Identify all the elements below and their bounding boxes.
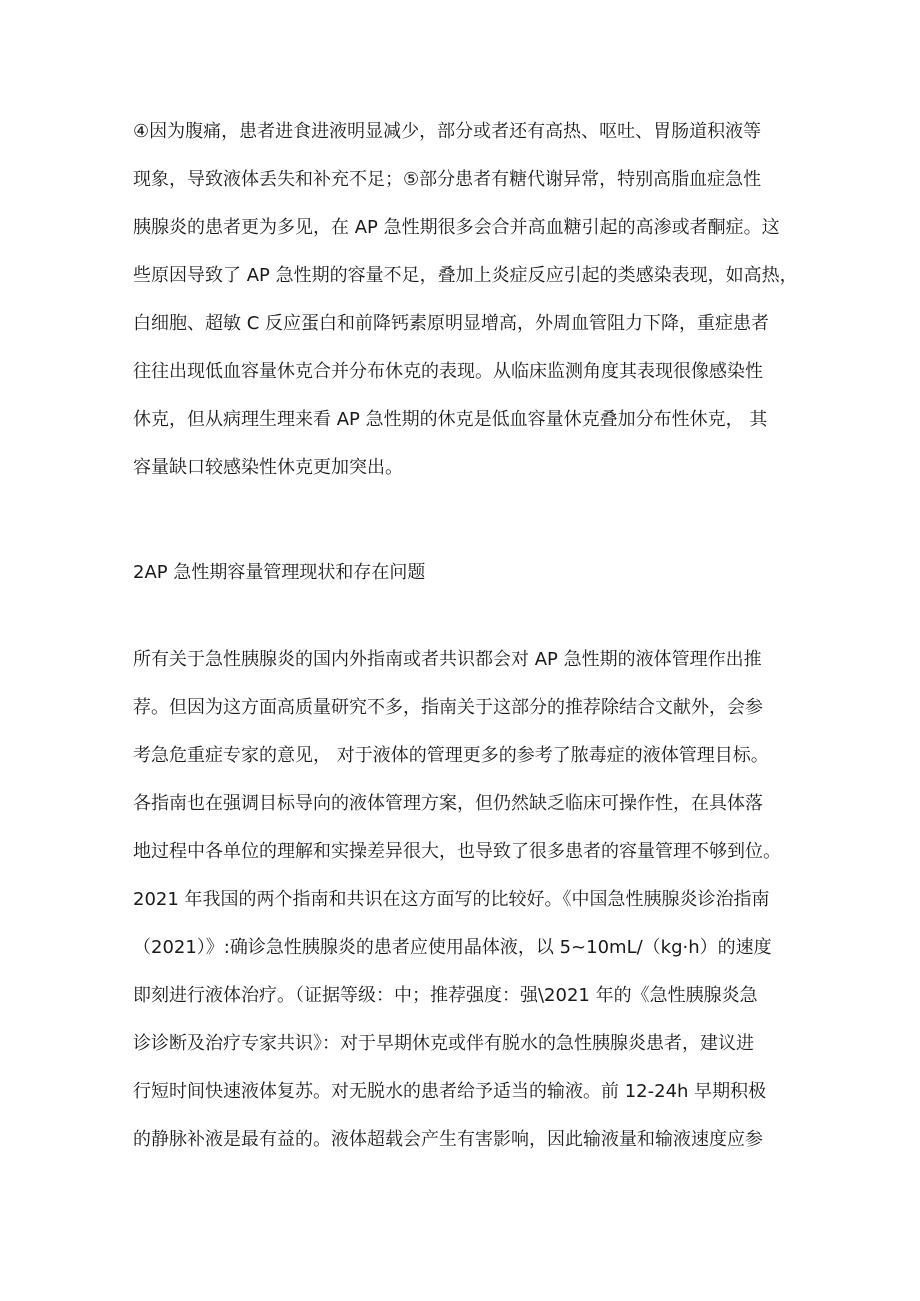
paragraph2-line: 即刻进行液体治疗。（证据等级：中；推荐强度：强\2021 年的《急性胰腺炎急 — [133, 985, 758, 1006]
paragraph2-line: 所有关于急性胰腺炎的国内外指南或者共识都会对 AP 急性期的液体管理作出推 — [133, 649, 762, 670]
paragraph1-line: 容量缺口较感染性休克更加突出。 — [133, 457, 403, 478]
paragraph2-line: 荐。但因为这方面高质量研究不多，指南关于这部分的推荐除结合文献外，会参 — [133, 697, 763, 718]
paragraph2-line: 诊诊断及治疗专家共识》：对于早期休克或伴有脱水的急性胰腺炎患者，建议进 — [133, 1033, 754, 1054]
paragraph1-line: 往往出现低血容量休克合并分布休克的表现。从临床监测角度其表现很像感染性 — [133, 361, 763, 382]
paragraph1-line: ④因为腹痛，患者进食进液明显减少，部分或者还有高热、呕吐、胃肠道积液等 — [133, 121, 762, 142]
paragraph1-line: 白细胞、超敏 C 反应蛋白和前降钙素原明显增高，外周血管阻力下降，重症患者 — [133, 313, 770, 334]
paragraph2-line: （2021）》:确诊急性胰腺炎的患者应使用晶体液，以 5~10mL∕（kg·h）的速度 — [133, 937, 772, 958]
paragraph1-line: 现象，导致液体丢失和补充不足；⑤部分患者有糖代谢异常，特别高脂血症急性 — [133, 169, 762, 190]
paragraph1-line: 休克，但从病理生理来看 AP 急性期的休克是低血容量休克叠加分布性休克， 其 — [133, 409, 768, 430]
paragraph1-line: 些原因导致了 AP 急性期的容量不足，叠加上炎症反应引起的类感染表现，如高热， — [133, 265, 798, 286]
paragraph2-line: 行短时间快速液体复苏。对无脱水的患者给予适当的输液。前 12-24h 早期积极 — [133, 1081, 767, 1102]
paragraph2-line: 各指南也在强调目标导向的液体管理方案，但仍然缺乏临床可操作性，在具体落 — [133, 793, 763, 814]
paragraph1-line: 胰腺炎的患者更为多见，在 AP 急性期很多会合并高血糖引起的高渗或者酮症。这 — [133, 217, 780, 238]
section-heading: 2AP 急性期容量管理现状和存在问题 — [133, 562, 426, 583]
paragraph2-line: 的静脉补液是最有益的。液体超载会产生有害影响，因此输液量和输液速度应参 — [133, 1129, 763, 1150]
paragraph2-line: 地过程中各单位的理解和实操差异很大，也导致了很多患者的容量管理不够到位。 — [133, 841, 781, 862]
paragraph2-line: 2021 年我国的两个指南和共识在这方面写的比较好。《中国急性胰腺炎诊治指南 — [133, 889, 770, 910]
paragraph2-line: 考急危重症专家的意见， 对于液体的管理更多的参考了脓毒症的液体管理目标。 — [133, 745, 769, 766]
